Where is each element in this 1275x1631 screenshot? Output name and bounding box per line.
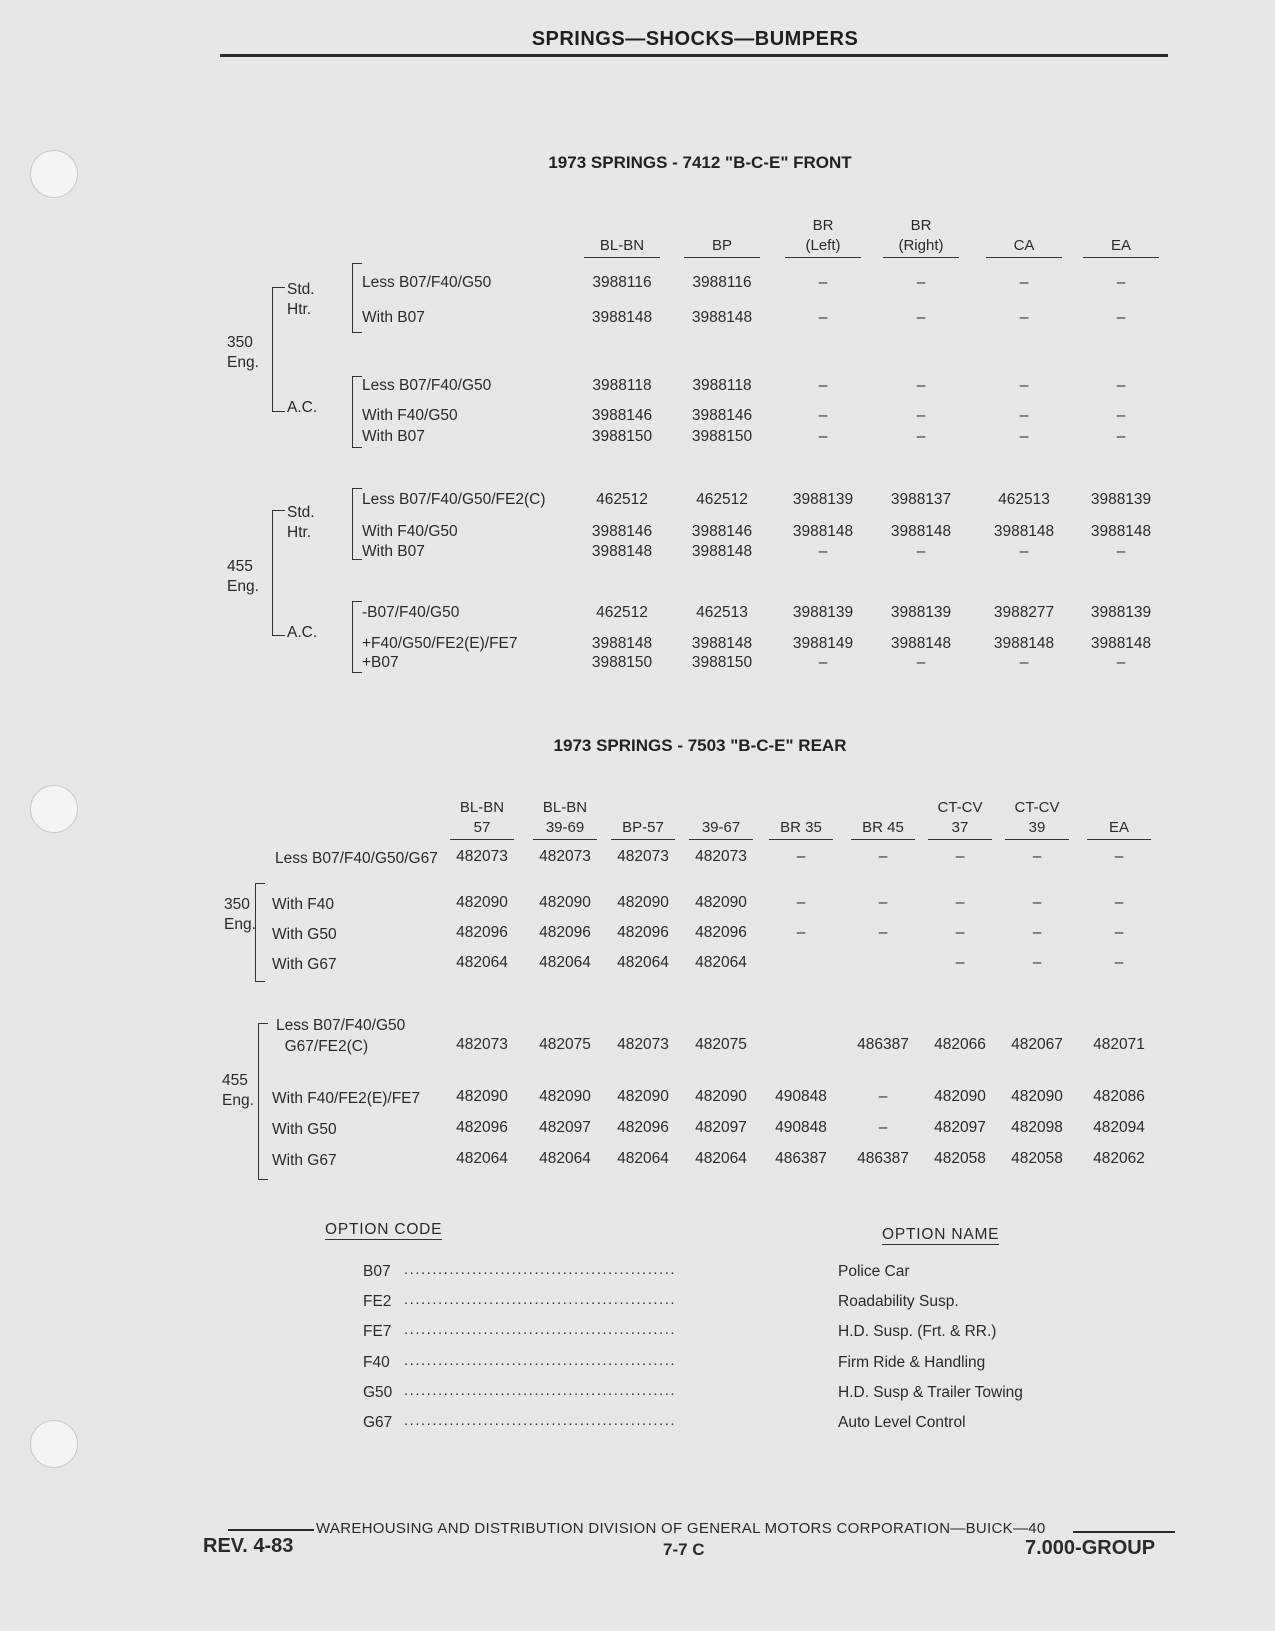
table-cell: 462513	[998, 491, 1050, 508]
column-header-line1: CT-CV	[937, 799, 983, 816]
column-header	[1087, 798, 1151, 840]
row-label: Less B07/F40/G50/G67	[275, 850, 438, 867]
column-header-line2: CA	[986, 236, 1062, 258]
column-header-line2: BP-57	[611, 818, 675, 840]
table-cell: –	[878, 894, 888, 911]
table-cell: 3988139	[792, 604, 854, 621]
row-label: Less B07/F40/G50	[362, 274, 492, 291]
dot-leader: ................................................	[404, 1382, 677, 1399]
table-cell: 3988150	[691, 654, 753, 671]
front-455-std-htr-label: Std. Htr.	[287, 504, 315, 541]
table-cell: 482073	[539, 848, 591, 865]
table-cell: 462512	[596, 604, 648, 621]
column-header-line1: BL-BN	[542, 799, 588, 816]
table-cell: –	[916, 543, 926, 560]
option-code-header: OPTION CODE	[325, 1221, 443, 1238]
table-cell: –	[1114, 924, 1124, 941]
front-350-std-htr-label: Std. Htr.	[287, 281, 315, 318]
column-header	[785, 216, 861, 258]
table-cell: –	[818, 543, 828, 560]
table-cell: 3988139	[1090, 491, 1152, 508]
column-header	[883, 216, 959, 258]
table-cell: –	[1114, 894, 1124, 911]
table-cell: 482097	[695, 1119, 747, 1136]
column-header	[684, 216, 760, 258]
table-cell: –	[1116, 654, 1126, 671]
bracket	[352, 376, 362, 448]
column-header-line1	[689, 798, 753, 818]
table-cell: 3988148	[691, 543, 753, 560]
table-cell: 482073	[456, 1036, 508, 1053]
dot-leader: ................................................	[404, 1412, 677, 1429]
column-header	[928, 798, 992, 840]
table-cell: 482064	[695, 954, 747, 971]
column-header-line1: BL-BN	[459, 799, 505, 816]
table-cell: –	[818, 309, 828, 326]
table-cell: 482066	[934, 1036, 986, 1053]
table-cell: 482086	[1093, 1088, 1145, 1105]
table-cell: –	[916, 654, 926, 671]
column-header	[689, 798, 753, 840]
table-cell: 482096	[456, 924, 508, 941]
table-cell: 462512	[596, 491, 648, 508]
table-cell: 3988148	[792, 523, 854, 540]
column-header-line2: (Right)	[883, 236, 959, 258]
dot-leader: ................................................	[404, 1321, 677, 1338]
table-cell: 482090	[695, 1088, 747, 1105]
table-cell: 482097	[934, 1119, 986, 1136]
table-cell: 482073	[695, 848, 747, 865]
table-cell: 486387	[857, 1036, 909, 1053]
bracket	[255, 883, 265, 982]
table-cell: –	[1019, 377, 1029, 394]
row-label: With F40/G50	[362, 523, 458, 540]
table-cell: 482090	[539, 894, 591, 911]
table-cell: 482090	[617, 1088, 669, 1105]
row-label: Less B07/F40/G50 G67/FE2(C)	[276, 1017, 406, 1055]
table-cell: –	[955, 924, 965, 941]
table-cell: 3988148	[890, 635, 952, 652]
column-header	[1083, 216, 1159, 258]
table-cell: –	[818, 407, 828, 424]
rear-section-title: 1973 SPRINGS - 7503 "B-C-E" REAR	[553, 736, 847, 755]
table-cell: –	[916, 377, 926, 394]
column-header-line1: CT-CV	[1014, 799, 1060, 816]
column-header-line1	[611, 798, 675, 818]
table-cell: –	[1019, 654, 1029, 671]
bracket	[272, 510, 285, 636]
row-label: With B07	[362, 309, 425, 326]
table-cell: –	[916, 274, 926, 291]
table-cell: 482096	[539, 924, 591, 941]
table-cell: 3988137	[890, 491, 952, 508]
option-code: FE7	[363, 1323, 392, 1340]
table-cell: –	[878, 848, 888, 865]
option-name-header: OPTION NAME	[882, 1226, 1000, 1243]
option-name: Roadability Susp.	[838, 1293, 959, 1310]
table-cell: –	[818, 654, 828, 671]
column-header	[450, 798, 514, 840]
front-section-title: 1973 SPRINGS - 7412 "B-C-E" FRONT	[548, 153, 852, 172]
table-cell: 3988116	[692, 274, 752, 291]
footer-revision: REV. 4-83	[203, 1535, 294, 1557]
table-cell: 482058	[934, 1150, 986, 1167]
option-name: H.D. Susp & Trailer Towing	[838, 1384, 1023, 1401]
table-cell: 482064	[617, 954, 669, 971]
row-label: With G67	[272, 1152, 337, 1169]
bracket	[272, 287, 285, 412]
table-cell: –	[1116, 428, 1126, 445]
table-cell: 482097	[539, 1119, 591, 1136]
column-header-line1	[1087, 798, 1151, 818]
table-cell: 3988146	[691, 407, 753, 424]
table-cell: 3988148	[890, 523, 952, 540]
front-455-ac-label: A.C.	[287, 624, 318, 641]
column-header-line2: 39	[1005, 818, 1069, 840]
table-cell: 482090	[617, 894, 669, 911]
table-cell: 3988146	[691, 523, 753, 540]
table-cell: 482096	[617, 924, 669, 941]
table-cell: 482096	[456, 1119, 508, 1136]
column-header-line2: (Left)	[785, 236, 861, 258]
footer-rule-right	[1073, 1531, 1175, 1533]
table-cell: –	[1114, 848, 1124, 865]
table-cell: 3988118	[692, 377, 752, 394]
option-name: Auto Level Control	[838, 1414, 966, 1431]
table-cell: 482090	[456, 894, 508, 911]
table-cell: –	[878, 1088, 888, 1105]
column-header-line2: BR 45	[851, 818, 915, 840]
table-cell: –	[1116, 407, 1126, 424]
row-label: +F40/G50/FE2(E)/FE7	[362, 635, 518, 652]
column-header-line2: EA	[1083, 236, 1159, 258]
table-cell: 482064	[456, 1150, 508, 1167]
table-cell: 3988148	[591, 635, 653, 652]
table-cell: –	[1019, 428, 1029, 445]
table-cell: –	[955, 848, 965, 865]
column-header-line2: 39-67	[689, 818, 753, 840]
table-cell: 3988139	[792, 491, 854, 508]
row-label: With F40/FE2(E)/FE7	[272, 1090, 421, 1107]
column-header	[533, 798, 597, 840]
table-cell: –	[818, 428, 828, 445]
column-header-line1	[851, 798, 915, 818]
column-header-line2: BR 35	[769, 818, 833, 840]
table-cell: 3988146	[591, 523, 653, 540]
table-cell: 482090	[695, 894, 747, 911]
table-cell: 486387	[857, 1150, 909, 1167]
column-header-line2: BP	[684, 236, 760, 258]
table-cell: –	[818, 274, 828, 291]
footer-division: WAREHOUSING AND DISTRIBUTION DIVISION OF GENERAL MOTORS CORPORATION—BUICK—40	[316, 1520, 1046, 1537]
bracket	[352, 601, 362, 673]
table-cell: 482096	[617, 1119, 669, 1136]
table-cell: –	[1032, 924, 1042, 941]
table-cell: 482075	[539, 1036, 591, 1053]
table-cell: 482064	[695, 1150, 747, 1167]
row-label: With B07	[362, 543, 425, 560]
table-cell: –	[1116, 377, 1126, 394]
page-title: SPRINGS—SHOCKS—BUMPERS	[531, 28, 859, 50]
table-cell: 3988116	[592, 274, 652, 291]
column-header-line2: 57	[450, 818, 514, 840]
column-header-line1	[769, 798, 833, 818]
table-cell: –	[878, 924, 888, 941]
table-cell: 482067	[1011, 1036, 1063, 1053]
table-cell: 3988148	[591, 309, 653, 326]
row-label: Less B07/F40/G50	[362, 377, 492, 394]
row-label: +B07	[362, 654, 399, 671]
table-cell: –	[796, 848, 806, 865]
table-cell: –	[916, 407, 926, 424]
binder-hole-middle	[30, 785, 78, 833]
table-cell: 490848	[775, 1088, 827, 1105]
footer-rule-left	[228, 1529, 314, 1531]
table-cell: 462512	[696, 491, 748, 508]
table-cell: 3988148	[1090, 523, 1152, 540]
table-cell: –	[1019, 309, 1029, 326]
table-cell: 3988150	[691, 428, 753, 445]
table-cell: 3988150	[591, 428, 653, 445]
table-cell: 482062	[1093, 1150, 1145, 1167]
footer-page-number: 7-7 C	[663, 1540, 705, 1559]
table-cell: –	[1019, 407, 1029, 424]
table-cell: 3988148	[1090, 635, 1152, 652]
column-header-line2: 39-69	[533, 818, 597, 840]
rear-350-engine-label: 350 Eng.	[224, 896, 256, 933]
rear-455-engine-label: 455 Eng.	[222, 1072, 254, 1109]
column-header	[986, 216, 1062, 258]
table-cell: –	[955, 894, 965, 911]
table-cell: –	[1019, 274, 1029, 291]
option-name: Police Car	[838, 1263, 910, 1280]
column-header	[769, 798, 833, 840]
table-cell: 3988148	[691, 635, 753, 652]
option-code: B07	[363, 1263, 391, 1280]
option-code: FE2	[363, 1293, 392, 1310]
table-cell: –	[1032, 954, 1042, 971]
column-header	[611, 798, 675, 840]
column-header-line1	[684, 216, 760, 236]
table-cell: 3988150	[591, 654, 653, 671]
option-name: Firm Ride & Handling	[838, 1354, 986, 1371]
table-cell: 482064	[539, 1150, 591, 1167]
column-header-line1: BR	[812, 217, 834, 234]
dot-leader: ................................................	[404, 1352, 677, 1369]
column-header-line2: EA	[1087, 818, 1151, 840]
table-cell: 486387	[775, 1150, 827, 1167]
table-cell: –	[1114, 954, 1124, 971]
bracket	[258, 1023, 268, 1180]
column-header-line1	[584, 216, 660, 236]
table-cell: 3988148	[993, 635, 1055, 652]
column-header	[851, 798, 915, 840]
table-cell: 3988148	[591, 543, 653, 560]
table-cell: –	[1019, 543, 1029, 560]
table-cell: 482090	[456, 1088, 508, 1105]
table-cell: 482094	[1093, 1119, 1145, 1136]
table-cell: 482098	[1011, 1119, 1063, 1136]
dot-leader: ................................................	[404, 1291, 677, 1308]
table-cell: 3988139	[1090, 604, 1152, 621]
table-cell: –	[1116, 274, 1126, 291]
table-cell: –	[1032, 894, 1042, 911]
column-header-line1	[1083, 216, 1159, 236]
row-label: With G50	[272, 1121, 337, 1138]
table-cell: –	[1116, 309, 1126, 326]
table-cell: 482090	[1011, 1088, 1063, 1105]
option-code: G50	[363, 1384, 393, 1401]
table-cell: –	[796, 894, 806, 911]
bracket	[352, 263, 362, 333]
row-label: Less B07/F40/G50/FE2(C)	[362, 491, 546, 508]
row-label: With B07	[362, 428, 425, 445]
column-header	[1005, 798, 1069, 840]
table-cell: 482096	[695, 924, 747, 941]
binder-hole-bottom	[30, 1420, 78, 1468]
column-header	[584, 216, 660, 258]
table-cell: 490848	[775, 1119, 827, 1136]
table-cell: –	[916, 309, 926, 326]
table-cell: –	[1032, 848, 1042, 865]
table-cell: –	[818, 377, 828, 394]
dot-leader: ................................................	[404, 1261, 677, 1278]
table-cell: 482073	[456, 848, 508, 865]
table-cell: 482075	[695, 1036, 747, 1053]
table-cell: 3988277	[993, 604, 1055, 621]
table-cell: 482058	[1011, 1150, 1063, 1167]
table-cell: 482090	[539, 1088, 591, 1105]
table-cell: 482073	[617, 848, 669, 865]
table-cell: 3988149	[792, 635, 854, 652]
column-header-line2: BL-BN	[584, 236, 660, 258]
table-cell: 3988146	[591, 407, 653, 424]
option-name: H.D. Susp. (Frt. & RR.)	[838, 1323, 997, 1340]
footer-group: 7.000-GROUP	[1025, 1537, 1156, 1559]
table-cell: –	[916, 428, 926, 445]
row-label: -B07/F40/G50	[362, 604, 460, 621]
option-code: G67	[363, 1414, 393, 1431]
table-cell: –	[878, 1119, 888, 1136]
front-455-engine-label: 455 Eng.	[227, 558, 259, 595]
table-cell: 462513	[696, 604, 748, 621]
column-header-line2: 37	[928, 818, 992, 840]
table-cell: –	[796, 924, 806, 941]
table-cell: –	[955, 954, 965, 971]
row-label: With F40	[272, 896, 335, 913]
table-cell: 482064	[456, 954, 508, 971]
column-header-line1	[986, 216, 1062, 236]
table-cell: 3988118	[592, 377, 652, 394]
table-cell: 482073	[617, 1036, 669, 1053]
bracket	[352, 488, 362, 560]
title-rule	[220, 54, 1168, 57]
table-cell: 482071	[1093, 1036, 1145, 1053]
table-cell: 482064	[539, 954, 591, 971]
row-label: With G67	[272, 956, 337, 973]
table-cell: 3988148	[691, 309, 753, 326]
column-header-line1: BR	[910, 217, 932, 234]
table-cell: 482090	[934, 1088, 986, 1105]
table-cell: 482064	[617, 1150, 669, 1167]
front-350-ac-label: A.C.	[287, 399, 318, 416]
option-code: F40	[363, 1354, 390, 1371]
row-label: With F40/G50	[362, 407, 458, 424]
table-cell: 3988139	[890, 604, 952, 621]
table-cell: –	[1116, 543, 1126, 560]
front-350-engine-label: 350 Eng.	[227, 334, 259, 371]
row-label: With G50	[272, 926, 337, 943]
table-cell: 3988148	[993, 523, 1055, 540]
